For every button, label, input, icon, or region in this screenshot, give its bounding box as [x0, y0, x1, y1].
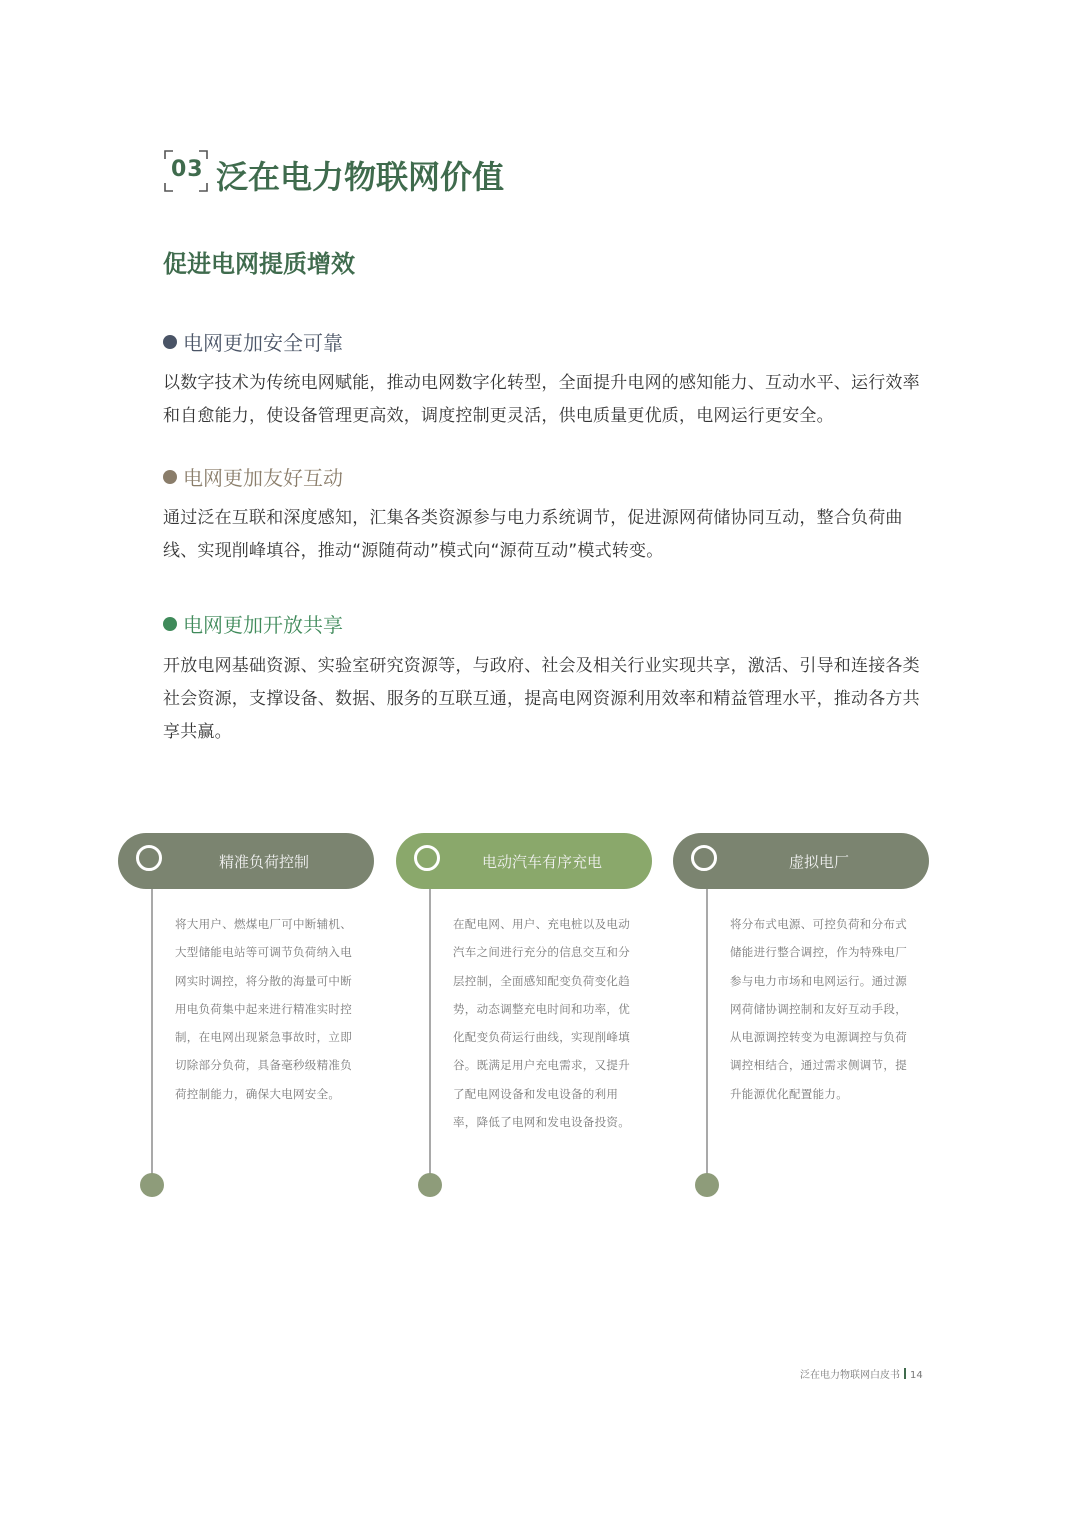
card-connector-line [429, 889, 431, 1179]
footer-doc-title: 泛在电力物联网白皮书 [800, 1370, 900, 1381]
point-body: 通过泛在互联和深度感知，汇集各类资源参与电力系统调节，促进源网荷储协同互动，整合负荷曲线、实现削峰填谷，推动“源随荷动”模式向“源荷互动”模式转变。 [163, 508, 903, 561]
point-body: 以数字技术为传统电网赋能，推动电网数字化转型，全面提升电网的感知能力、互动水平、运行效率和自愈能力，使设备管理更高效，调度控制更灵活，供电质量更优质，电网运行更安全。 [163, 373, 920, 426]
page-number: 14 [910, 1370, 923, 1381]
circle-icon [136, 845, 162, 871]
bullet-dot [163, 617, 177, 631]
point-body: 开放电网基础资源、实验室研究资源等，与政府、社会及相关行业实现共享，激活、引导和连接各类社会资源，支撑设备、数据、服务的互联互通，提高电网资源利用效率和精益管理水平，推动各方共享共赢。 [163, 656, 920, 742]
point-heading-text: 电网更加开放共享 [183, 613, 343, 637]
bullet-dot [163, 335, 177, 349]
card-end-dot [695, 1173, 719, 1197]
card-header-precise-load-control [118, 833, 374, 889]
card-header-virtual-power-plant [673, 833, 929, 889]
bullet-dot [163, 470, 177, 484]
card-label: 电动汽车有序充电 [481, 852, 602, 871]
point-heading-text: 电网更加安全可靠 [183, 331, 343, 355]
section-title: 泛在电力物联网价值 [216, 158, 505, 196]
page-footer [800, 1366, 923, 1381]
footer-separator [904, 1368, 906, 1379]
circle-icon [691, 845, 717, 871]
circle-icon [414, 845, 440, 871]
subsection-title: 促进电网提质增效 [163, 250, 355, 278]
point-heading [163, 609, 343, 638]
card-end-dot [140, 1173, 164, 1197]
card-label: 精准负荷控制 [218, 852, 309, 871]
point-heading [163, 462, 343, 491]
card-connector-line [706, 889, 708, 1179]
point-heading [163, 327, 343, 356]
card-end-dot [418, 1173, 442, 1197]
point-heading-text: 电网更加友好互动 [183, 466, 343, 490]
card-header-ev-charging [396, 833, 652, 889]
card-label: 虚拟电厂 [788, 852, 849, 871]
card-text: 将大用户、燃煤电厂可中断辅机、大型储能电站等可调节负荷纳入电网实时调控，将分散的海量可中断用电负荷集中起来进行精准实时控制，在电网出现紧急事故时，立即切除部分负荷，具备毫秒级精准负荷控制能力，确保大电网安全。 [175, 917, 352, 1101]
card-connector-line [151, 889, 153, 1179]
card-text: 将分布式电源、可控负荷和分布式储能进行整合调控，作为特殊电厂参与电力市场和电网运行。通过源网荷储协调控制和友好互动手段，从电源调控转变为电源调控与负荷调控相结合，通过需求侧调节，提升能源优化配置能力。 [730, 917, 907, 1101]
card-text: 在配电网、用户、充电桩以及电动汽车之间进行充分的信息交互和分层控制，全面感知配变负荷变化趋势，动态调整充电时间和功率，优化配变负荷运行曲线，实现削峰填谷。既满足用户充电需求，又提升了配电网设备和发电设备的利用率，降低了电网和发电设备投资。 [453, 917, 630, 1130]
section-number: 03 [171, 157, 204, 182]
